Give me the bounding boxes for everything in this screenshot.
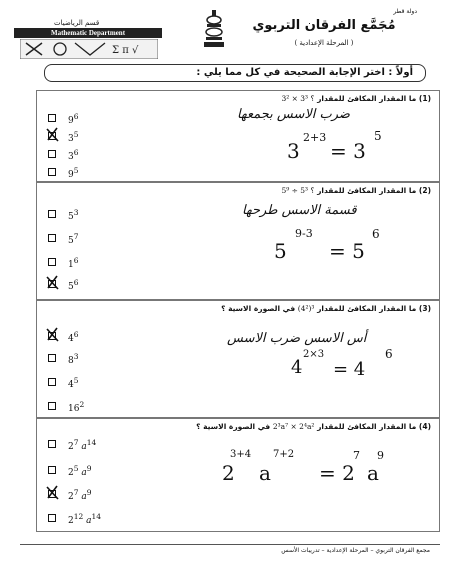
svg-text:Σ π √: Σ π √: [112, 45, 139, 56]
question-3: (3) ما المقدار المكافئ للمقدار (4²)³ في الصورة الاسية ؟ $4^6$ $8^3$ $4^5$ $16^2$ أس الاسس ضرب الاسس 2×3 6 4 = 4: [36, 300, 440, 418]
checkbox[interactable]: [48, 378, 56, 386]
section-title: أولاً : اختر الإجابة الصحيحة في كل مما يلي :: [196, 67, 413, 78]
handwritten-work-exp: 9-3: [295, 227, 313, 240]
checkbox[interactable]: [48, 150, 56, 158]
handwritten-work-exp: 3+4: [230, 449, 252, 460]
handwritten-work-base: 5: [274, 239, 287, 263]
emblem-icon: [203, 10, 225, 48]
department-name-en: Mathematic Department: [14, 28, 162, 38]
math-symbols-icon: [20, 39, 158, 59]
question-3-text: (3) ما المقدار المكافئ للمقدار (4²)³ في الصورة الاسية ؟: [221, 304, 431, 313]
question-4-expression: 2³a⁷ × 2⁴a²: [272, 422, 315, 431]
handwritten-work-base: 3: [287, 139, 300, 163]
question-2-text: (2) ما المقدار المكافئ للمقدار 5⁹ ÷ 5³ ؟: [281, 186, 431, 195]
checkbox[interactable]: [48, 234, 56, 242]
handwritten-note: ضرب الاسس بجمعها: [237, 107, 350, 122]
handwritten-work-exp: 9: [377, 449, 384, 462]
handwritten-work-var: a: [259, 461, 271, 485]
handwritten-work-exp: 2×3: [303, 349, 325, 360]
handwritten-work-exp: 5: [374, 129, 382, 143]
checkbox[interactable]: [48, 210, 56, 218]
question-3-expression: (4²)³: [297, 304, 315, 313]
handwritten-work-base: 4: [291, 357, 303, 378]
check-mark-icon: [45, 327, 60, 342]
school-header: [229, 8, 419, 48]
check-mark-icon: [45, 275, 60, 290]
handwritten-work-exp: 7+2: [273, 449, 295, 460]
department-header: [14, 19, 164, 62]
checkbox[interactable]: [48, 354, 56, 362]
handwritten-work-var: a: [367, 461, 379, 485]
checkbox[interactable]: [48, 466, 56, 474]
question-1: (1) ما المقدار المكافئ للمقدار 3² × 3³ ؟ $9^6$ $3^5$ $3^6$ $9^5$ ضرب الاسس بجمعها 2+3 5 3 = 3: [36, 90, 440, 182]
page-footer: [20, 544, 440, 556]
question-1-text: (1) ما المقدار المكافئ للمقدار 3² × 3³ ؟: [281, 94, 431, 103]
checkbox[interactable]: [48, 168, 56, 176]
checkbox[interactable]: [48, 258, 56, 266]
question-1-expression: 3² × 3³ ؟: [281, 94, 315, 103]
stage-name: ( المرحلة الإعدادية ): [294, 39, 354, 47]
question-4-text: (4) ما المقدار المكافئ للمقدار 2³a⁷ × 2⁴a² في الصورة الاسية ؟: [196, 422, 431, 431]
handwritten-work-result: = 3: [330, 139, 366, 163]
checkbox[interactable]: [48, 514, 56, 522]
handwritten-work-result: = 2: [319, 461, 355, 485]
section-title-box: [44, 64, 426, 82]
handwritten-work-exp: 7: [353, 449, 360, 462]
question-2-expression: 5⁹ ÷ 5³ ؟: [281, 186, 315, 195]
check-mark-icon: [45, 485, 60, 500]
checkbox[interactable]: [48, 402, 56, 410]
checkbox[interactable]: [48, 440, 56, 448]
handwritten-work-result: = 5: [329, 239, 365, 263]
question-4: (4) ما المقدار المكافئ للمقدار 2³a⁷ × 2⁴a² في الصورة الاسية ؟ $2^7$ $a^{14}$ $2^5$ $a^9$ $2^7$ $a^9$ $2^{12}$ $a^{14}$ 3+4 7+2 7 9 2 a = 2 a: [36, 418, 440, 532]
footer-text: مجمع الفرقان التربوي – المرحلة الإعدادية – تدريبات الأسس: [281, 547, 430, 554]
handwritten-work-result: = 4: [333, 359, 366, 380]
handwritten-work-exp: 6: [385, 347, 393, 361]
handwritten-work-base: 2: [222, 461, 235, 485]
department-name-ar: قسم الرياضيات: [54, 19, 100, 27]
handwritten-work-exp: 2+3: [303, 131, 327, 144]
handwritten-work-exp: 6: [372, 227, 380, 241]
handwritten-note: أس الاسس ضرب الاسس: [227, 331, 367, 346]
handwritten-note: قسمة الاسس طرحها: [242, 203, 357, 218]
state-name: دولة قطر: [393, 8, 417, 15]
checkbox[interactable]: [48, 114, 56, 122]
school-name: مُجَمَّع الفرقان التربوي: [252, 18, 396, 33]
check-mark-icon: [45, 127, 60, 142]
question-2: (2) ما المقدار المكافئ للمقدار 5⁹ ÷ 5³ ؟ $5^3$ $5^7$ $1^6$ $5^6$ قسمة الاسس طرحها 9-3 6 5 = 5: [36, 182, 440, 300]
